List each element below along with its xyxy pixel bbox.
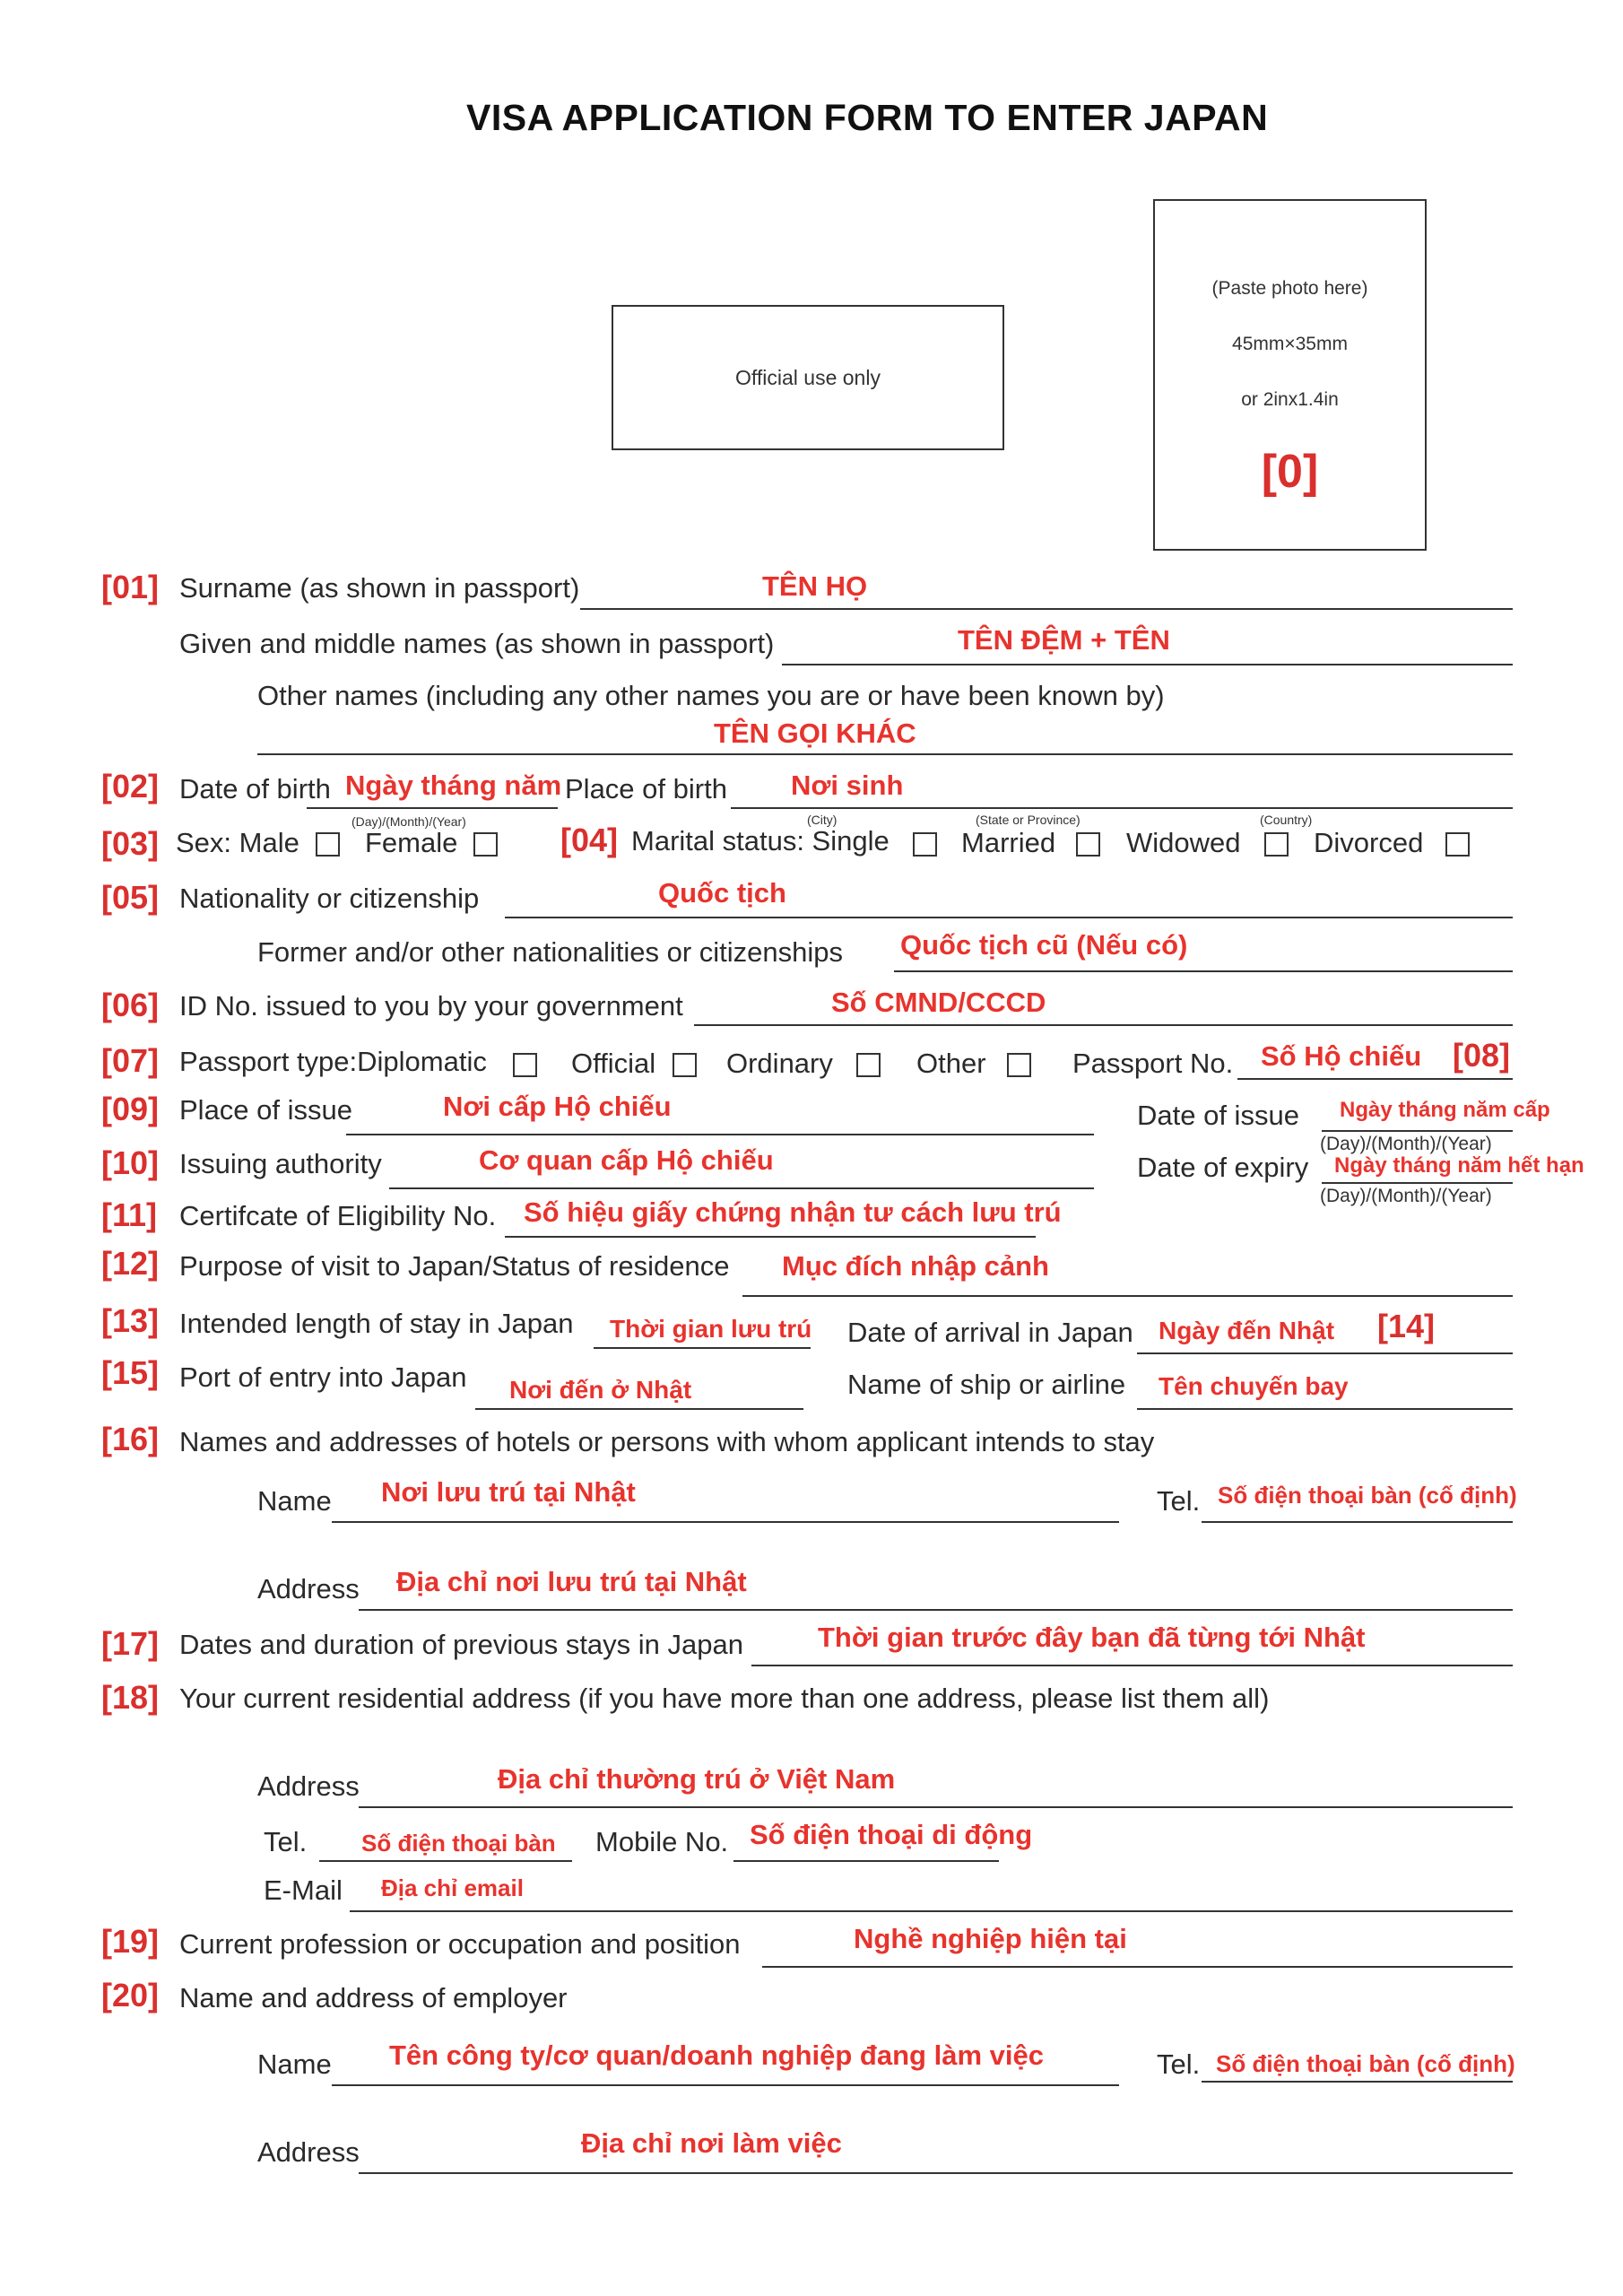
surname-field[interactable]: TÊN HỌ — [762, 570, 868, 602]
field-number-05: [05] — [101, 879, 160, 916]
passport-type-label: Passport type:Diplomatic — [179, 1046, 487, 1077]
ship-airline-field[interactable]: Tên chuyến bay — [1159, 1372, 1349, 1400]
passport-official-checkbox[interactable] — [673, 1053, 697, 1077]
other-names-line — [257, 753, 1513, 755]
previous-stays-field[interactable]: Thời gian trước đây bạn đã từng tới Nhật — [818, 1622, 1366, 1653]
place-of-issue-field[interactable]: Nơi cấp Hộ chiếu — [443, 1091, 672, 1122]
field-number-10: [10] — [101, 1144, 160, 1181]
passport-number-field[interactable]: Số Hộ chiếu — [1261, 1040, 1422, 1072]
date-of-issue-label: Date of issue — [1137, 1100, 1299, 1131]
employer-tel-label: Tel. — [1157, 2048, 1201, 2080]
port-of-entry-line — [475, 1408, 803, 1410]
nationality-line — [505, 917, 1513, 918]
length-of-stay-label: Intended length of stay in Japan — [179, 1308, 574, 1339]
given-names-field[interactable]: TÊN ĐỆM + TÊN — [958, 624, 1170, 656]
field-number-14: [14] — [1377, 1308, 1436, 1344]
marital-divorced-checkbox[interactable] — [1445, 832, 1470, 857]
place-of-issue-line — [346, 1134, 1094, 1135]
passport-ordinary-label: Ordinary — [726, 1048, 833, 1079]
date-of-expiry-line — [1322, 1182, 1513, 1184]
stay-tel-label: Tel. — [1157, 1485, 1201, 1517]
id-number-field[interactable]: Số CMND/CCCD — [831, 987, 1046, 1018]
mobile-field[interactable]: Số điện thoại di động — [750, 1819, 1033, 1850]
purpose-field[interactable]: Mục đích nhập cảnh — [782, 1250, 1049, 1282]
given-names-line — [782, 664, 1513, 665]
stay-name-label: Name — [257, 1485, 332, 1517]
former-nationality-line — [894, 970, 1513, 972]
field-number-08: [08] — [1453, 1037, 1511, 1074]
other-names-label: Other names (including any other names you are or have been known by) — [257, 680, 1165, 711]
passport-number-line — [1237, 1078, 1513, 1080]
form-title: VISA APPLICATION FORM TO ENTER JAPAN — [466, 97, 1269, 138]
field-number-18: [18] — [101, 1679, 160, 1716]
field-number-12: [12] — [101, 1245, 160, 1282]
dob-field[interactable]: Ngày tháng năm — [345, 770, 562, 801]
former-nationality-label: Former and/or other nationalities or citizenships — [257, 936, 844, 968]
stay-hosts-label: Names and addresses of hotels or persons with whom applicant intends to stay — [179, 1426, 1155, 1457]
stay-name-field[interactable]: Nơi lưu trú tại Nhật — [381, 1476, 636, 1508]
passport-ordinary-checkbox[interactable] — [856, 1053, 881, 1077]
residential-tel-field[interactable]: Số điện thoại bàn — [361, 1830, 556, 1857]
field-number-03: [03] — [101, 825, 160, 862]
arrival-date-line — [1137, 1352, 1513, 1354]
previous-stays-label: Dates and duration of previous stays in Japan — [179, 1629, 743, 1660]
sex-male-checkbox[interactable] — [316, 832, 340, 857]
coe-number-line — [505, 1236, 1036, 1238]
arrival-date-label: Date of arrival in Japan — [847, 1317, 1133, 1348]
marital-single-checkbox[interactable] — [913, 832, 937, 857]
field-number-17: [17] — [101, 1625, 160, 1662]
field-number-09: [09] — [101, 1091, 160, 1127]
pob-line — [731, 807, 1513, 809]
marital-status-label: Marital status: Single — [631, 825, 890, 857]
employer-address-field[interactable]: Địa chỉ nơi làm việc — [581, 2127, 842, 2159]
purpose-line — [742, 1295, 1513, 1297]
stay-tel-field[interactable]: Số điện thoại bàn (cố định) — [1218, 1482, 1517, 1509]
sex-female-checkbox[interactable] — [473, 832, 498, 857]
profession-field[interactable]: Nghề nghiệp hiện tại — [854, 1923, 1127, 1954]
residential-address-field[interactable]: Địa chỉ thường trú ở Việt Nam — [498, 1763, 896, 1795]
residential-address-line — [359, 1806, 1513, 1808]
ship-airline-label: Name of ship or airline — [847, 1369, 1126, 1400]
field-number-07: [07] — [101, 1042, 160, 1079]
surname-line — [580, 608, 1513, 610]
email-field[interactable]: Địa chỉ email — [381, 1874, 524, 1901]
date-of-expiry-label: Date of expiry — [1137, 1152, 1309, 1183]
photo-instruction: (Paste photo here) — [1211, 278, 1368, 299]
mobile-label: Mobile No. — [595, 1826, 729, 1857]
dob-line — [307, 807, 558, 809]
length-of-stay-field[interactable]: Thời gian lưu trú — [610, 1315, 812, 1343]
employer-tel-line — [1202, 2081, 1513, 2083]
id-number-line — [694, 1024, 1513, 1026]
port-of-entry-label: Port of entry into Japan — [179, 1361, 467, 1393]
previous-stays-line — [751, 1665, 1513, 1666]
field-number-04: [04] — [560, 822, 619, 858]
employer-name-line — [332, 2084, 1119, 2086]
arrival-date-field[interactable]: Ngày đến Nhật — [1159, 1317, 1335, 1344]
field-number-13: [13] — [101, 1302, 160, 1339]
id-number-label: ID No. issued to you by your government — [179, 990, 683, 1022]
photo-box[interactable] — [1153, 199, 1427, 551]
residential-address-sub-label: Address — [257, 1770, 360, 1802]
sex-female-label: Female — [365, 827, 458, 858]
photo-size: 45mm×35mm — [1232, 334, 1348, 354]
marital-married-checkbox[interactable] — [1076, 832, 1100, 857]
profession-line — [762, 1966, 1513, 1968]
place-of-issue-label: Place of issue — [179, 1094, 352, 1126]
date-of-expiry-field[interactable]: Ngày tháng năm hết hạn — [1334, 1153, 1584, 1178]
stay-tel-line — [1202, 1521, 1513, 1523]
dob-label: Date of birth — [179, 773, 331, 804]
coe-number-label: Certifcate of Eligibility No. — [179, 1200, 497, 1231]
nationality-field[interactable]: Quốc tịch — [658, 877, 786, 909]
residential-tel-label: Tel. — [264, 1826, 308, 1857]
former-nationality-field[interactable]: Quốc tịch cũ (Nếu có) — [900, 929, 1188, 961]
pob-city-hint: (City) — [807, 813, 838, 827]
employer-address-label: Address — [257, 2136, 360, 2168]
passport-other-checkbox[interactable] — [1007, 1053, 1031, 1077]
employer-name-field[interactable]: Tên công ty/cơ quan/doanh nghiệp đang làm việc — [389, 2039, 1044, 2071]
profession-label: Current profession or occupation and position — [179, 1928, 741, 1960]
residential-tel-line — [319, 1860, 572, 1862]
port-of-entry-field[interactable]: Nơi đến ở Nhật — [509, 1376, 692, 1404]
employer-label: Name and address of employer — [179, 1982, 568, 2013]
date-of-expiry-hint: (Day)/(Month)/(Year) — [1320, 1186, 1492, 1206]
length-of-stay-line — [594, 1347, 811, 1349]
date-of-issue-hint: (Day)/(Month)/(Year) — [1320, 1134, 1492, 1154]
surname-label: Surname (as shown in passport) — [179, 572, 580, 604]
stay-address-label: Address — [257, 1573, 360, 1605]
field-number-19: [19] — [101, 1923, 160, 1960]
pob-country-hint: (Country) — [1260, 813, 1313, 827]
marital-widowed-checkbox[interactable] — [1264, 832, 1289, 857]
field-number-01: [01] — [101, 569, 160, 605]
field-number-16: [16] — [101, 1421, 160, 1457]
employer-name-label: Name — [257, 2048, 332, 2080]
issuing-authority-field[interactable]: Cơ quan cấp Hộ chiếu — [479, 1144, 774, 1176]
ship-airline-line — [1137, 1408, 1513, 1410]
employer-address-line — [359, 2172, 1513, 2174]
official-use-label: Official use only — [735, 366, 881, 389]
passport-other-label: Other — [916, 1048, 986, 1079]
stay-address-field[interactable]: Địa chỉ nơi lưu trú tại Nhật — [396, 1566, 747, 1597]
marital-divorced-label: Divorced — [1314, 827, 1424, 858]
purpose-label: Purpose of visit to Japan/Status of residence — [179, 1250, 730, 1282]
date-of-issue-field[interactable]: Ngày tháng năm cấp — [1340, 1098, 1550, 1122]
email-label: E-Mail — [264, 1874, 343, 1906]
residential-address-label: Your current residential address (if you have more than one address, please list them all) — [179, 1683, 1270, 1714]
passport-diplomatic-checkbox[interactable] — [513, 1053, 537, 1077]
field-number-06: [06] — [101, 987, 160, 1023]
photo-number: [0] — [1261, 446, 1319, 498]
issuing-authority-label: Issuing authority — [179, 1148, 382, 1179]
pob-field[interactable]: Nơi sinh — [791, 770, 904, 801]
pob-state-hint: (State or Province) — [976, 813, 1081, 827]
marital-married-label: Married — [961, 827, 1056, 858]
field-number-20: [20] — [101, 1977, 160, 2013]
photo-size-inch: or 2inx1.4in — [1241, 389, 1339, 410]
stay-name-line — [332, 1521, 1119, 1523]
nationality-label: Nationality or citizenship — [179, 883, 480, 914]
pob-label: Place of birth — [565, 773, 727, 804]
passport-number-label: Passport No. — [1072, 1048, 1234, 1079]
other-names-field[interactable]: TÊN GỌI KHÁC — [714, 718, 916, 749]
given-names-label: Given and middle names (as shown in passport) — [179, 628, 775, 659]
coe-number-field[interactable]: Số hiệu giấy chứng nhận tư cách lưu trú — [524, 1196, 1062, 1228]
field-number-15: [15] — [101, 1354, 160, 1391]
field-number-11: [11] — [101, 1196, 158, 1233]
email-line — [350, 1910, 1513, 1912]
official-use-box — [612, 305, 1004, 450]
issuing-authority-line — [389, 1187, 1094, 1189]
passport-official-label: Official — [571, 1048, 656, 1079]
sex-label: Sex: Male — [176, 827, 299, 858]
mobile-line — [733, 1860, 999, 1862]
date-of-issue-line — [1322, 1130, 1513, 1132]
field-number-02: [02] — [101, 768, 160, 804]
dob-format-hint: (Day)/(Month)/(Year) — [352, 814, 466, 829]
stay-address-line — [359, 1609, 1513, 1611]
marital-widowed-label: Widowed — [1126, 827, 1241, 858]
employer-tel-field[interactable]: Số điện thoại bàn (cố định) — [1216, 2050, 1515, 2077]
